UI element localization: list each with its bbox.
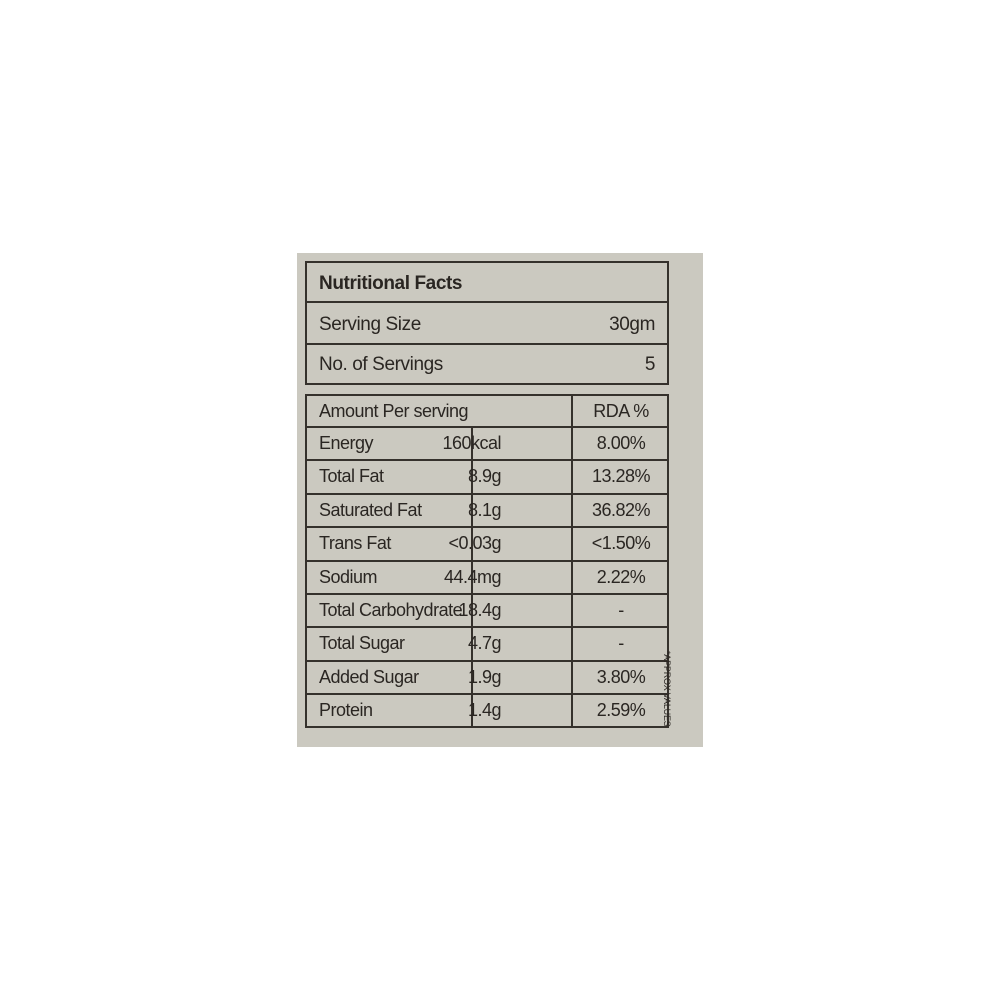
nutrient-name: Total Fat [319,466,384,487]
table-row [307,628,667,662]
approx-values-note: *APPROX VALUES [662,651,672,727]
title-row [307,263,667,303]
nutrient-amount: 1.9g [467,666,501,687]
nutrient-name: Total Sugar [319,633,405,654]
nutrient-amount: 8.9g [467,466,501,487]
table-row [307,662,667,696]
row-divider [307,660,667,662]
table-row [307,461,667,495]
nutrient-name: Protein [319,700,373,721]
nutrient-amount: 4.7g [467,633,501,654]
table-row [307,495,667,529]
nutrient-name: Saturated Fat [319,499,422,520]
nutrient-amount: 1.4g [467,700,501,721]
nutrient-amount: 160kcal [442,433,501,453]
nutrient-name: Total Carbohydrate [319,600,463,620]
nutrient-rda: 2.59% [596,700,646,721]
serving-size-label: Serving Size [319,314,421,335]
row-divider [307,459,667,461]
nutrient-rda: 8.00% [596,433,646,453]
row-divider [307,626,667,628]
serving-info-table [305,261,669,385]
nutrient-rda: - [618,633,624,654]
table-row [307,528,667,562]
nutrition-label-panel [297,253,703,747]
table-header-row [307,396,667,430]
table-row [307,595,667,629]
nutrient-amount: <0.03g [448,533,501,554]
row-divider [307,560,667,562]
nutrient-name: Added Sugar [319,666,419,687]
amount-per-serving-header: Amount Per serving [319,401,469,421]
row-divider [307,693,667,695]
nutrient-name: Sodium [319,566,378,587]
row-divider [307,593,667,595]
servings-label: No. of Servings [319,354,443,375]
nutrient-rda: - [618,600,624,620]
row-divider [307,426,667,428]
serving-size-row [307,303,667,345]
nutrient-amount: 18.4g [458,600,501,620]
nutrient-rda: 3.80% [596,666,646,687]
table-row [307,562,667,596]
table-row [307,428,667,462]
nutrient-rda: 36.82% [591,499,651,520]
nutrient-rda: <1.50% [591,533,651,554]
nutrient-amount: 8.1g [467,499,501,520]
nutrient-name: Trans Fat [319,533,391,554]
servings-row [307,345,667,383]
row-divider [307,493,667,495]
nutrient-table [305,394,669,728]
nutrient-name: Energy [319,433,374,453]
nutrient-amount: 44.4mg [443,566,501,587]
servings-value: 5 [644,354,655,375]
rda-header: RDA % [593,401,649,421]
nutrient-rda: 2.22% [596,566,646,587]
table-row [307,695,667,729]
nutrient-rda: 13.28% [591,466,651,487]
label-title: Nutritional Facts [319,273,463,294]
serving-size-value: 30gm [609,314,655,335]
row-divider [307,526,667,528]
